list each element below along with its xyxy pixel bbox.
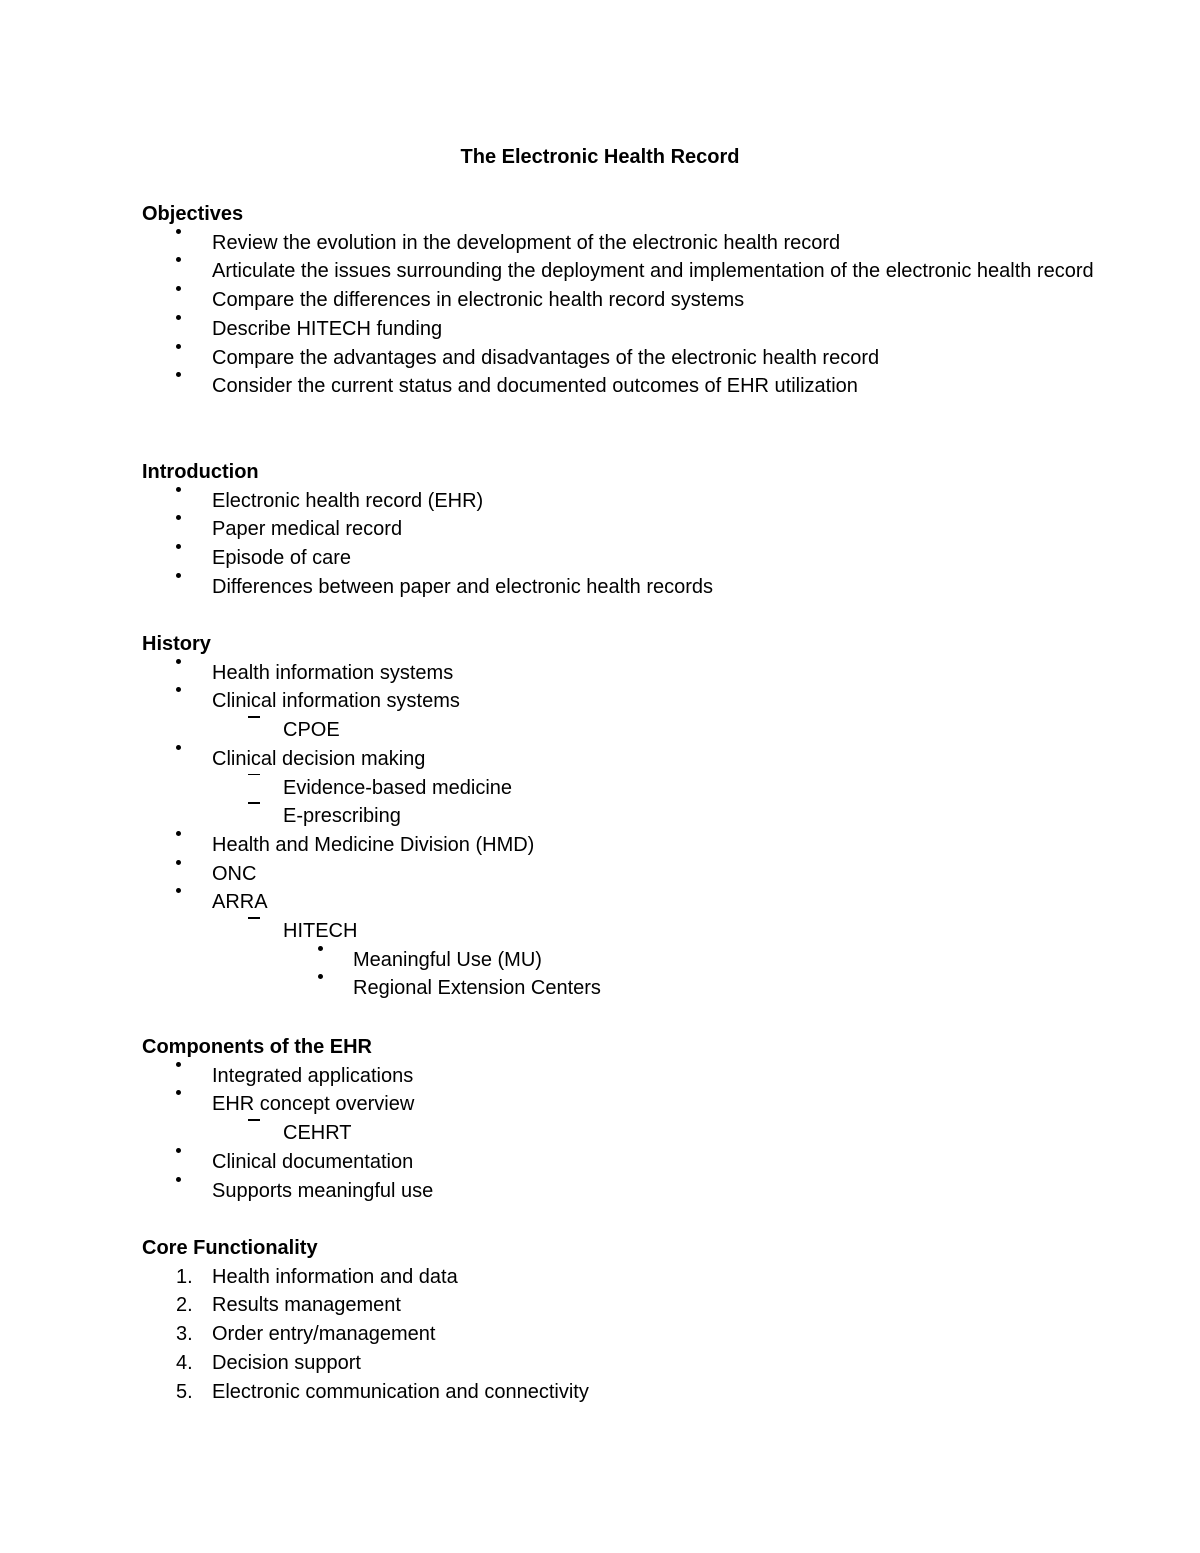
bullet-icon bbox=[176, 487, 181, 492]
list-item: ONC bbox=[142, 860, 1102, 889]
list-item: Episode of care bbox=[142, 544, 1102, 573]
list-item: Consider the current status and documented outcomes of EHR utilization bbox=[142, 372, 1102, 401]
bullet-icon bbox=[176, 344, 181, 349]
list-item: Paper medical record bbox=[142, 515, 1102, 544]
list-item: Integrated applications bbox=[142, 1062, 1102, 1091]
list-item: CPOE bbox=[142, 716, 1102, 745]
list-item: CEHRT bbox=[142, 1119, 1102, 1148]
bullet-icon bbox=[176, 860, 181, 865]
list-item: Supports meaningful use bbox=[142, 1177, 1102, 1206]
section-introduction bbox=[142, 458, 1102, 602]
section-heading-introduction: Introduction bbox=[142, 461, 259, 483]
bullet-icon bbox=[176, 257, 181, 262]
list-number: 2. bbox=[176, 1294, 193, 1317]
section-components bbox=[142, 1033, 1102, 1205]
bullet-icon bbox=[176, 372, 181, 377]
objectives-list bbox=[142, 229, 1102, 401]
list-item: HITECH bbox=[142, 917, 1102, 946]
core-functionality-list bbox=[142, 1263, 1102, 1407]
list-item: Health and Medicine Division (HMD) bbox=[142, 831, 1102, 860]
dash-icon bbox=[248, 1119, 260, 1121]
bullet-icon bbox=[176, 515, 181, 520]
bullet-icon bbox=[318, 974, 323, 979]
list-item: Review the evolution in the development of the electronic health record bbox=[142, 229, 1102, 258]
list-item: Electronic health record (EHR) bbox=[142, 487, 1102, 516]
list-item: E-prescribing bbox=[142, 802, 1102, 831]
list-item: 5. Electronic communication and connectivity bbox=[142, 1378, 1102, 1407]
bullet-icon bbox=[176, 229, 181, 234]
list-item: Evidence-based medicine bbox=[142, 774, 1102, 803]
list-item: Compare the advantages and disadvantages of the electronic health record bbox=[142, 344, 1102, 373]
section-heading-objectives: Objectives bbox=[142, 203, 244, 225]
list-item: 2. Results management bbox=[142, 1291, 1102, 1320]
list-number: 5. bbox=[176, 1380, 193, 1403]
dash-icon bbox=[248, 716, 260, 718]
list-item: Meaningful Use (MU) bbox=[142, 946, 1102, 975]
bullet-icon bbox=[176, 544, 181, 549]
list-item: Describe HITECH funding bbox=[142, 315, 1102, 344]
bullet-icon bbox=[176, 1177, 181, 1182]
bullet-icon bbox=[176, 1148, 181, 1153]
list-item: ARRA bbox=[142, 888, 1102, 917]
introduction-list bbox=[142, 487, 1102, 602]
dash-icon bbox=[248, 774, 260, 776]
list-item: Health information systems bbox=[142, 659, 1102, 688]
bullet-icon bbox=[176, 745, 181, 750]
list-number: 3. bbox=[176, 1323, 193, 1346]
list-item: Clinical documentation bbox=[142, 1148, 1102, 1177]
list-item: Compare the differences in electronic health record systems bbox=[142, 286, 1102, 315]
bullet-icon bbox=[176, 687, 181, 692]
bullet-icon bbox=[176, 888, 181, 893]
bullet-icon bbox=[176, 573, 181, 578]
list-item: Clinical information systems bbox=[142, 687, 1102, 716]
document-title: The Electronic Health Record bbox=[460, 146, 740, 168]
bullet-icon bbox=[176, 831, 181, 836]
list-number: 4. bbox=[176, 1351, 193, 1374]
list-item: EHR concept overview bbox=[142, 1090, 1102, 1119]
dash-icon bbox=[248, 802, 260, 804]
list-item: Differences between paper and electronic health records bbox=[142, 573, 1102, 602]
section-history bbox=[142, 630, 1102, 1003]
bullet-icon bbox=[318, 946, 323, 951]
list-item: Regional Extension Centers bbox=[142, 974, 1102, 1003]
list-item: Articulate the issues surrounding the deployment and implementation of the electronic health record bbox=[142, 257, 1102, 286]
bullet-icon bbox=[176, 315, 181, 320]
bullet-icon bbox=[176, 1090, 181, 1095]
bullet-icon bbox=[176, 286, 181, 291]
history-list bbox=[142, 659, 1102, 1003]
dash-icon bbox=[248, 917, 260, 919]
bullet-icon bbox=[176, 1062, 181, 1067]
list-item: 3. Order entry/management bbox=[142, 1320, 1102, 1349]
list-number: 1. bbox=[176, 1265, 193, 1288]
list-item: 1. Health information and data bbox=[142, 1263, 1102, 1292]
section-heading-core-functionality: Core Functionality bbox=[142, 1237, 318, 1259]
components-list bbox=[142, 1062, 1102, 1206]
section-core-functionality bbox=[142, 1234, 1102, 1406]
list-item: Clinical decision making bbox=[142, 745, 1102, 774]
section-heading-components: Components of the EHR bbox=[142, 1036, 372, 1058]
list-item: 4. Decision support bbox=[142, 1349, 1102, 1378]
bullet-icon bbox=[176, 659, 181, 664]
section-objectives bbox=[142, 200, 1102, 401]
section-heading-history: History bbox=[142, 633, 211, 655]
